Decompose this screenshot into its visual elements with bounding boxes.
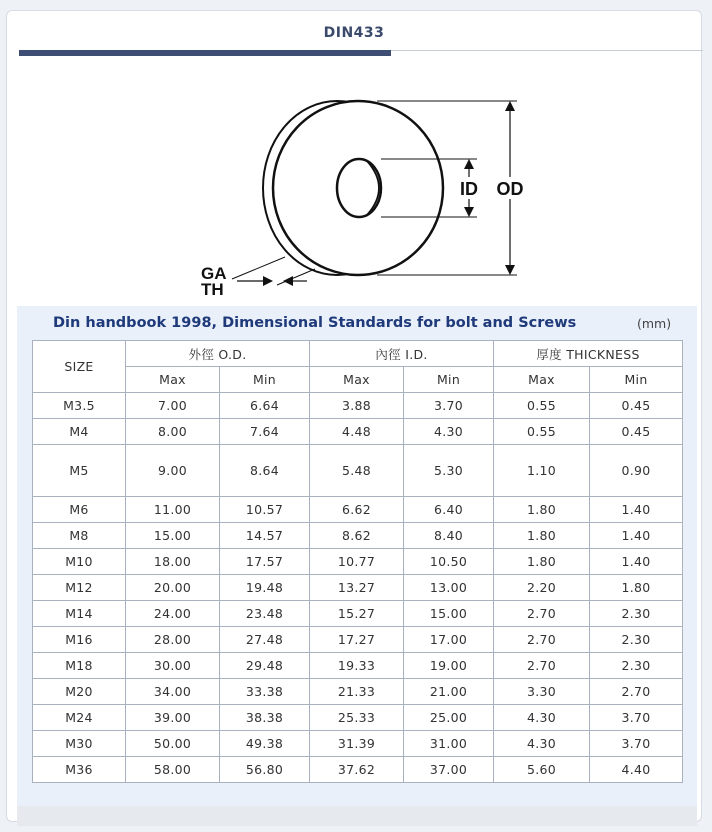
cell-od-max: 24.00: [126, 601, 220, 627]
page-title: DIN433: [323, 25, 385, 41]
cell-od-min: 17.57: [220, 549, 310, 575]
cell-size: M12: [33, 575, 126, 601]
cell-id-max: 37.62: [310, 757, 404, 783]
cell-id-max: 10.77: [310, 549, 404, 575]
table-row: [33, 445, 683, 497]
ga-label: GA: [201, 264, 227, 283]
cell-od-max: 34.00: [126, 679, 220, 705]
cell-id-min: 13.00: [404, 575, 494, 601]
header-th-min: Min: [590, 367, 683, 393]
cell-id-max: 8.62: [310, 523, 404, 549]
cell-th-max: 1.80: [494, 497, 590, 523]
cell-od-min: 27.48: [220, 627, 310, 653]
header-size: SIZE: [33, 341, 126, 393]
header-id-max: Max: [310, 367, 404, 393]
cell-id-max: 13.27: [310, 575, 404, 601]
cell-id-min: 37.00: [404, 757, 494, 783]
cell-od-min: 10.57: [220, 497, 310, 523]
cell-th-min: 3.70: [590, 731, 683, 757]
cell-od-min: 7.64: [220, 419, 310, 445]
th-label: TH: [201, 280, 224, 296]
cell-id-min: 31.00: [404, 731, 494, 757]
cell-size: M5: [33, 445, 126, 497]
cell-th-max: 0.55: [494, 393, 590, 419]
cell-th-min: 4.40: [590, 757, 683, 783]
cell-id-min: 3.70: [404, 393, 494, 419]
cell-th-max: 2.70: [494, 653, 590, 679]
cell-od-max: 7.00: [126, 393, 220, 419]
cell-id-max: 4.48: [310, 419, 404, 445]
header-th-max: Max: [494, 367, 590, 393]
cell-size: M24: [33, 705, 126, 731]
table-row: [33, 549, 683, 575]
table-row: [33, 419, 683, 445]
table-row: [33, 757, 683, 783]
cell-th-min: 2.30: [590, 627, 683, 653]
od-arrow-top: [505, 101, 515, 111]
table-row: [33, 679, 683, 705]
cell-id-min: 21.00: [404, 679, 494, 705]
washer-hole: [337, 159, 381, 217]
cell-id-max: 3.88: [310, 393, 404, 419]
cell-od-max: 58.00: [126, 757, 220, 783]
cell-th-max: 1.80: [494, 523, 590, 549]
cell-th-min: 3.70: [590, 705, 683, 731]
cell-od-min: 19.48: [220, 575, 310, 601]
cell-id-min: 8.40: [404, 523, 494, 549]
ga-leader-right: [277, 269, 315, 285]
cell-od-max: 50.00: [126, 731, 220, 757]
footer-strip: [17, 806, 697, 826]
header-od-min: Min: [220, 367, 310, 393]
id-arrow-bottom: [464, 207, 474, 217]
cell-od-min: 49.38: [220, 731, 310, 757]
cell-id-min: 17.00: [404, 627, 494, 653]
cell-od-min: 38.38: [220, 705, 310, 731]
id-label: ID: [460, 179, 478, 199]
cell-id-min: 15.00: [404, 601, 494, 627]
header-id: 內徑 I.D.: [310, 341, 494, 367]
cell-od-min: 14.57: [220, 523, 310, 549]
dimension-table: [32, 340, 683, 783]
cell-th-min: 1.40: [590, 523, 683, 549]
cell-id-min: 6.40: [404, 497, 494, 523]
cell-od-max: 20.00: [126, 575, 220, 601]
table-caption: Din handbook 1998, Dimensional Standards for bolt and Screws: [53, 315, 577, 331]
cell-th-max: 1.10: [494, 445, 590, 497]
cell-th-min: 2.70: [590, 679, 683, 705]
cell-size: M4: [33, 419, 126, 445]
cell-th-max: 0.55: [494, 419, 590, 445]
title-accent-bar: [19, 50, 391, 56]
table-row: [33, 731, 683, 757]
cell-th-min: 2.30: [590, 601, 683, 627]
cell-size: M18: [33, 653, 126, 679]
header-od: 外徑 O.D.: [126, 341, 310, 367]
cell-size: M16: [33, 627, 126, 653]
cell-th-max: 1.80: [494, 549, 590, 575]
cell-th-min: 1.40: [590, 497, 683, 523]
cell-id-max: 25.33: [310, 705, 404, 731]
cell-id-min: 19.00: [404, 653, 494, 679]
header-od-max: Max: [126, 367, 220, 393]
cell-th-min: 0.45: [590, 393, 683, 419]
cell-th-min: 2.30: [590, 653, 683, 679]
cell-th-min: 0.45: [590, 419, 683, 445]
cell-od-min: 29.48: [220, 653, 310, 679]
table-row: [33, 523, 683, 549]
cell-id-max: 17.27: [310, 627, 404, 653]
cell-id-min: 4.30: [404, 419, 494, 445]
cell-id-min: 10.50: [404, 549, 494, 575]
table-row: [33, 575, 683, 601]
cell-th-max: 5.60: [494, 757, 590, 783]
cell-size: M8: [33, 523, 126, 549]
cell-od-min: 23.48: [220, 601, 310, 627]
cell-id-max: 31.39: [310, 731, 404, 757]
cell-od-min: 56.80: [220, 757, 310, 783]
cell-id-max: 19.33: [310, 653, 404, 679]
cell-size: M14: [33, 601, 126, 627]
cell-od-min: 33.38: [220, 679, 310, 705]
od-arrow-bottom: [505, 265, 515, 275]
cell-od-min: 8.64: [220, 445, 310, 497]
table-row: [33, 705, 683, 731]
cell-size: M6: [33, 497, 126, 523]
cell-th-max: 4.30: [494, 705, 590, 731]
cell-od-max: 11.00: [126, 497, 220, 523]
cell-th-max: 2.70: [494, 627, 590, 653]
cell-id-max: 6.62: [310, 497, 404, 523]
cell-od-max: 18.00: [126, 549, 220, 575]
cell-od-max: 15.00: [126, 523, 220, 549]
table-row: [33, 601, 683, 627]
content-box: [6, 10, 702, 822]
ga-arrow-head: [263, 276, 273, 286]
cell-od-max: 30.00: [126, 653, 220, 679]
cell-od-min: 6.64: [220, 393, 310, 419]
table-row: [33, 627, 683, 653]
cell-th-max: 3.30: [494, 679, 590, 705]
cell-size: M36: [33, 757, 126, 783]
cell-id-max: 21.33: [310, 679, 404, 705]
cell-size: M10: [33, 549, 126, 575]
washer-diagram: [177, 81, 537, 296]
cell-od-max: 39.00: [126, 705, 220, 731]
cell-od-max: 8.00: [126, 419, 220, 445]
cell-size: M3.5: [33, 393, 126, 419]
cell-size: M20: [33, 679, 126, 705]
cell-th-max: 2.20: [494, 575, 590, 601]
cell-id-min: 25.00: [404, 705, 494, 731]
table-row: [33, 497, 683, 523]
cell-th-min: 0.90: [590, 445, 683, 497]
cell-th-max: 4.30: [494, 731, 590, 757]
cell-th-min: 1.80: [590, 575, 683, 601]
id-arrow-top: [464, 159, 474, 169]
cell-id-min: 5.30: [404, 445, 494, 497]
od-label: OD: [496, 179, 524, 199]
header-thickness: 厚度 THICKNESS: [494, 341, 683, 367]
header-id-min: Min: [404, 367, 494, 393]
cell-th-max: 2.70: [494, 601, 590, 627]
table-unit: (mm): [637, 316, 672, 331]
ga-leader-left: [232, 257, 285, 279]
cell-size: M30: [33, 731, 126, 757]
cell-od-max: 28.00: [126, 627, 220, 653]
cell-id-max: 15.27: [310, 601, 404, 627]
cell-od-max: 9.00: [126, 445, 220, 497]
table-row: [33, 653, 683, 679]
spec-panel: [17, 306, 697, 813]
cell-th-min: 1.40: [590, 549, 683, 575]
table-row: [33, 393, 683, 419]
cell-id-max: 5.48: [310, 445, 404, 497]
